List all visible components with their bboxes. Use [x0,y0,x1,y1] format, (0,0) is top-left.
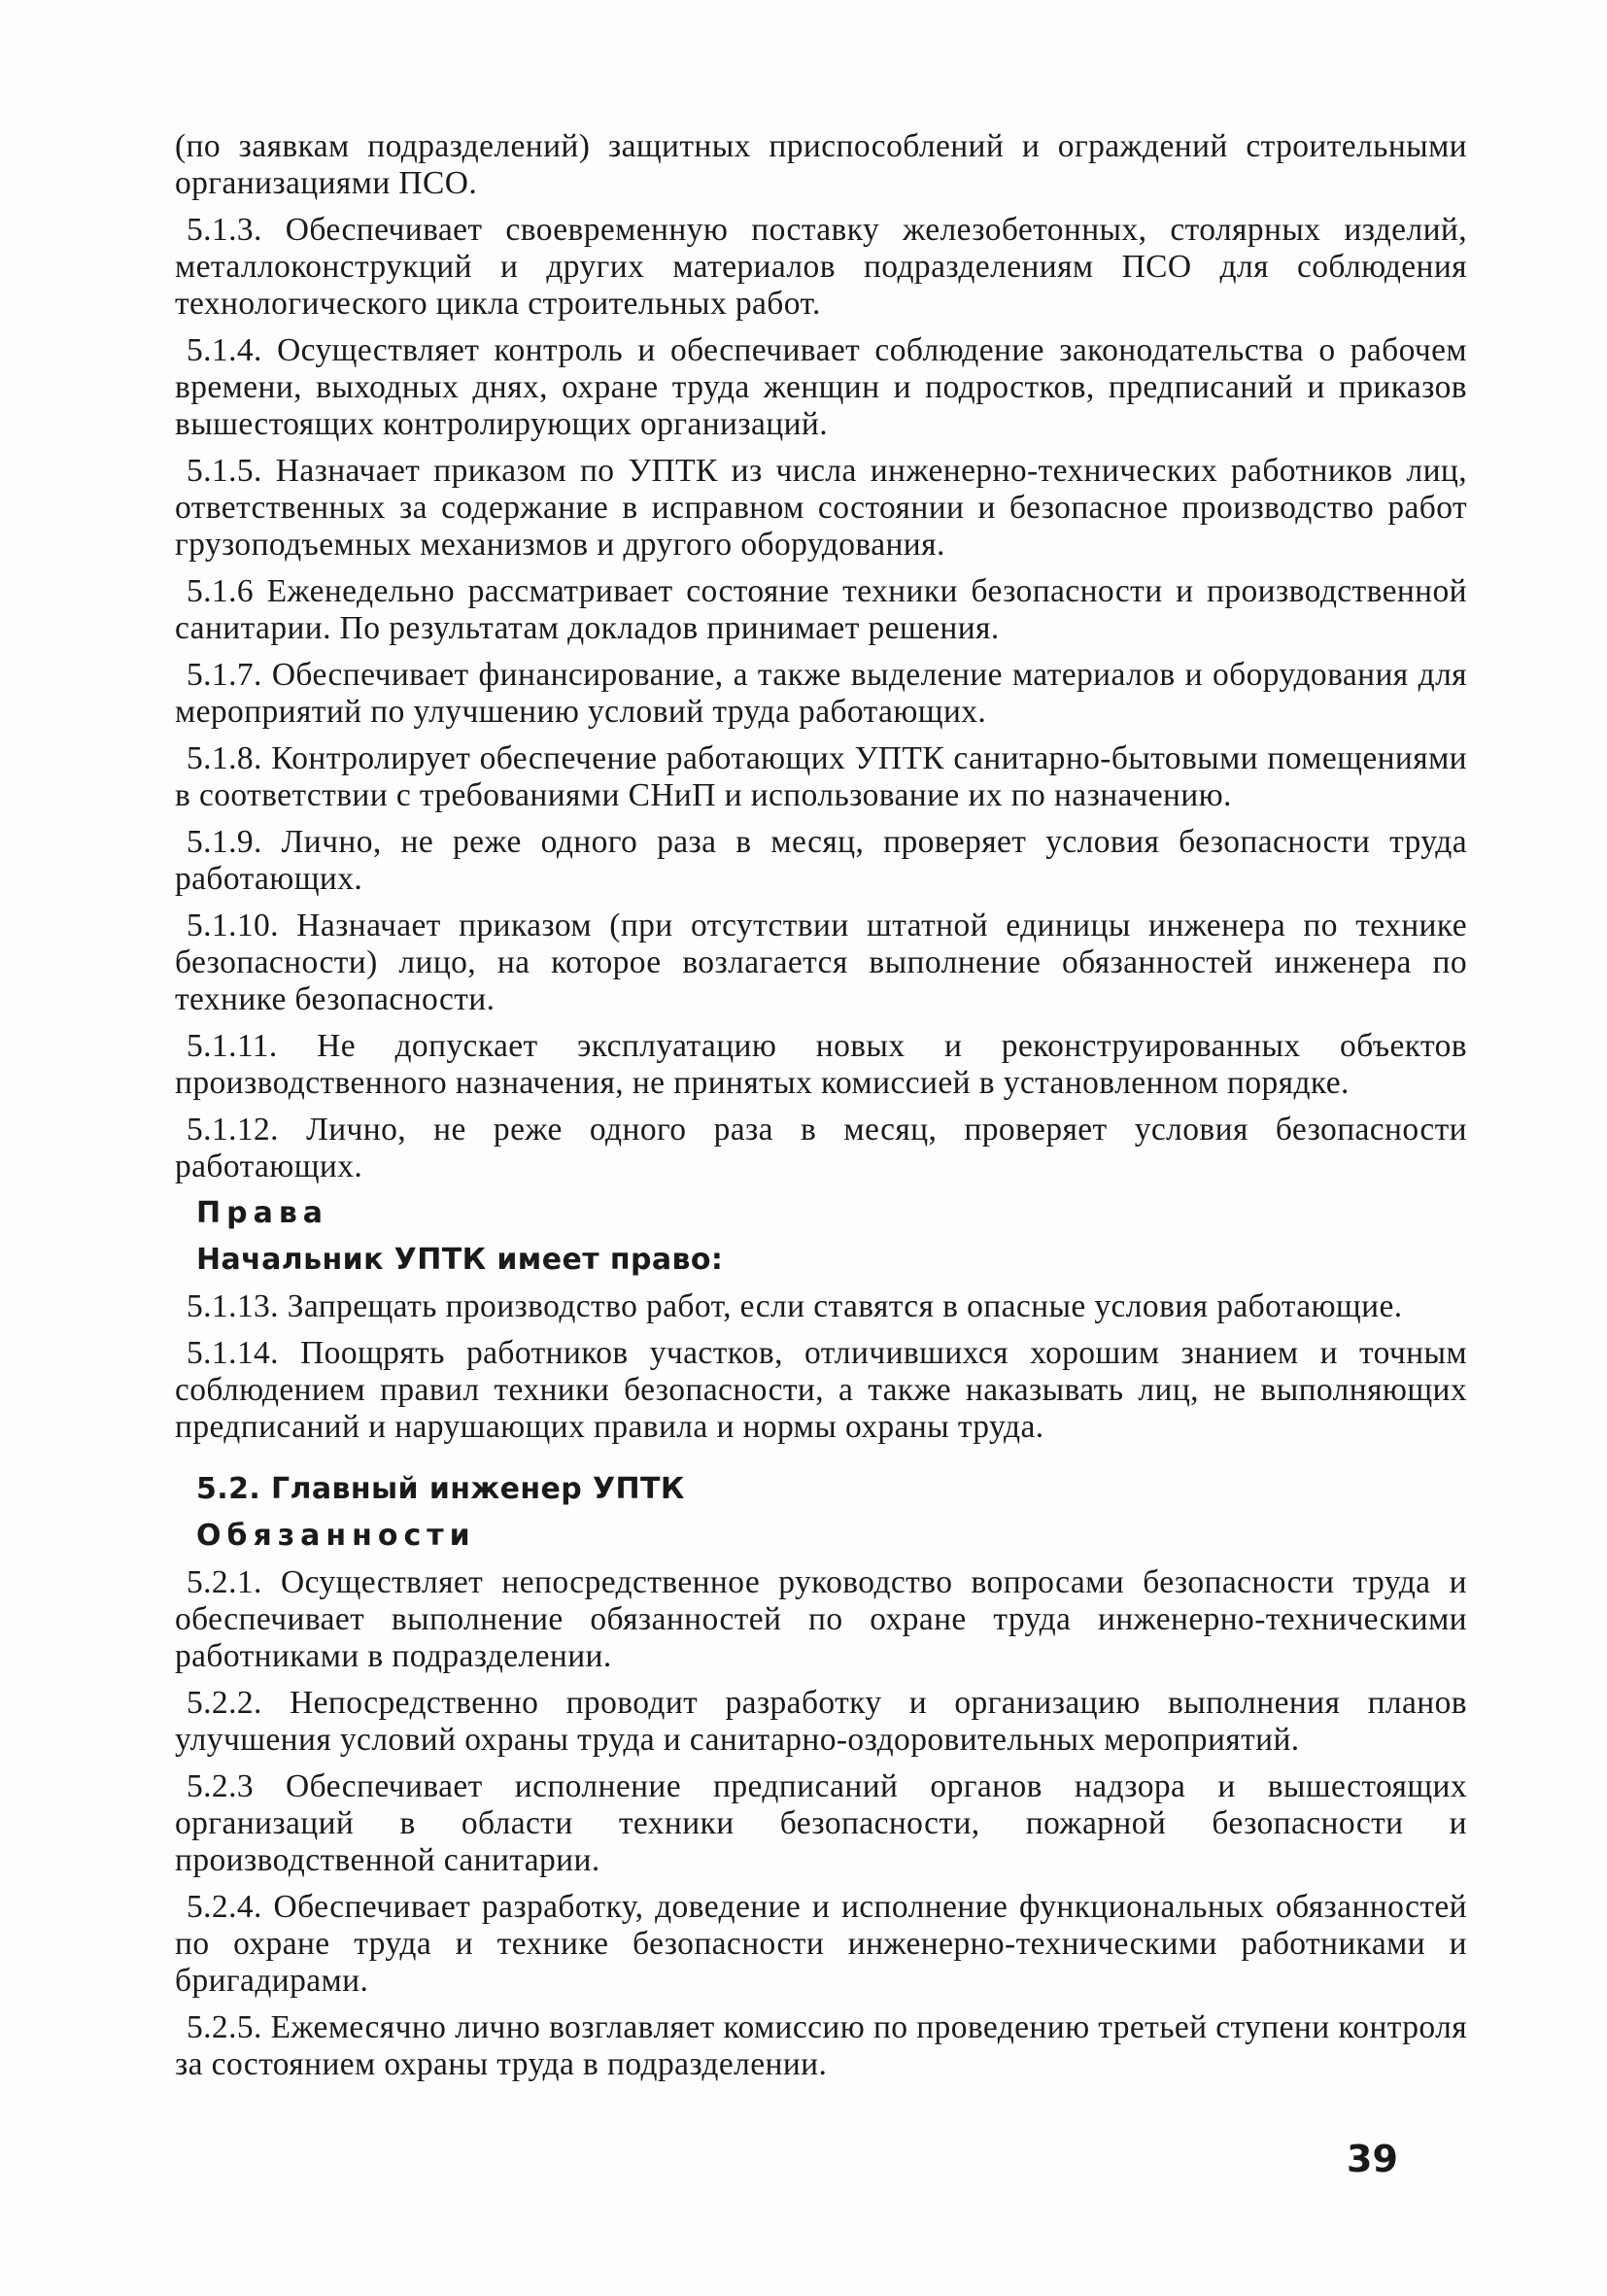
paragraph-text: Обеспечивает финансирование, а также выделение материалов и оборудования для мероприятий по улучшению условий труда работающих. [175,657,1467,730]
paragraph-number: 5.1.7. [187,657,262,693]
paragraph-number: 5.1.12. [187,1112,279,1148]
intro-continuation: (по заявкам подразделений) защитных приспособлений и ограждений строительными организациями ПСО. [175,128,1467,201]
numbered-paragraph [175,573,1467,647]
list-section-5-2-duties [175,1564,1467,2083]
paragraph-number: 5.2.3 [187,1768,254,1804]
paragraph-text: Лично, не реже одного раза в месяц, проверяет условия безопасности работающих. [175,1112,1468,1184]
paragraph-text: Еженедельно рассматривает состояние техники безопасности и производственной санитарии. По результатам докладов принимает решения. [175,573,1467,646]
numbered-paragraph [175,824,1467,898]
paragraph-text: Поощрять работников участков, отличившихся хорошим знанием и точным соблюдением правил техники безопасности, а также наказывать лиц, не выполняющих предписаний и нарушающих правила и нормы охраны труда. [175,1335,1467,1445]
numbered-paragraph [175,1335,1467,1446]
numbered-paragraph [175,1112,1467,1185]
numbered-paragraph [175,2009,1467,2083]
numbered-paragraph [175,1685,1467,1759]
paragraph-number: 5.1.5. [187,453,262,489]
paragraph-number: 5.2.2. [187,1685,262,1721]
paragraph-text: Не допускает эксплуатацию новых и реконструированных объектов производственного назначения, не принятых комиссией в установленном порядке. [175,1028,1467,1101]
paragraph-number: 5.1.4. [187,332,262,368]
numbered-paragraph [175,1028,1467,1102]
paragraph-text: Лично, не реже одного раза в месяц, проверяет условия безопасности труда работающих. [175,824,1467,897]
numbered-paragraph [175,1288,1467,1325]
paragraph-text: Обеспечивает разработку, доведение и исполнение функциональных обязанностей по охране труда и технике безопасности инженерно-техническими работниками и бригадирами. [175,1889,1467,1999]
numbered-paragraph [175,1768,1467,1879]
paragraph-text: Непосредственно проводит разработку и организацию выполнения планов улучшения условий охраны труда и санитарно-оздоровительных мероприятий. [175,1685,1467,1758]
page-number: 39 [1347,2138,1398,2180]
paragraph-number: 5.1.14. [187,1335,279,1371]
paragraph-text: Осуществляет контроль и обеспечивает соблюдение законодательства о рабочем времени, выходных днях, охране труда женщин и подростков, предписаний и приказов вышестоящих контролирующих организаций. [175,332,1467,442]
paragraph-number: 5.1.9. [187,824,262,860]
numbered-paragraph [175,1564,1467,1675]
list-section-5-1-duties [175,212,1467,1185]
paragraph-number: 5.1.11. [187,1028,278,1064]
numbered-paragraph [175,1889,1467,2000]
paragraph-number: 5.1.6 [187,573,254,609]
paragraph-text: Контролирует обеспечение работающих УПТК санитарно-бытовыми помещениями в соответствии с требованиями СНиП и использование их по назначению. [175,740,1467,813]
paragraph-text: Обеспечивает своевременную поставку железобетонных, столярных изделий, металлоконструкций и других материалов подразделениям ПСО для соблюдения технологического цикла строительных работ. [175,212,1468,322]
paragraph-text: Назначает приказом по УПТК из числа инженерно-технических работников лиц, ответственных за содержание в исправном состоянии и безопасное производство работ грузоподъемных механизмов и другого оборудования. [175,453,1468,563]
paragraph-text: Осуществляет непосредственное руководство вопросами безопасности труда и обеспечивает выполнение обязанностей по охране труда инженерно-техническими работниками в подразделении. [175,1564,1467,1674]
paragraph-text: Запрещать производство работ, если ставятся в опасные условия работающие. [287,1288,1403,1324]
section-heading: 5.2. Главный инженер УПТК [196,1472,685,1506]
numbered-paragraph [175,908,1467,1018]
paragraph-text: Назначает приказом (при отсутствии штатной единицы инженера по технике безопасности) лицо, на которое возлагается выполнение обязанностей инженера по технике безопасности. [175,908,1467,1017]
paragraph-number: 5.1.3. [187,212,262,248]
rights-subheading: Начальник УПТК имеет право: [196,1243,724,1277]
paragraph-number: 5.2.5. [187,2009,262,2045]
paragraph-text: Ежемесячно лично возглавляет комиссию по проведению третьей ступени контроля за состоянием охраны труда в подразделении. [175,2009,1468,2082]
paragraph-number: 5.2.1. [187,1564,262,1600]
duties-heading: Обязанности [196,1519,476,1553]
rights-heading: Права [196,1196,329,1230]
paragraph-number: 5.1.10. [187,908,279,943]
paragraph-text: Обеспечивает исполнение предписаний органов надзора и вышестоящих организаций в области техники безопасности, пожарной безопасности и производственной санитарии. [175,1768,1468,1878]
numbered-paragraph [175,453,1467,564]
paragraph-number: 5.2.4. [187,1889,262,1925]
list-section-5-1-rights [175,1288,1467,1446]
paragraph-number: 5.1.13. [187,1288,279,1324]
numbered-paragraph [175,212,1467,323]
numbered-paragraph [175,657,1467,731]
numbered-paragraph [175,740,1467,814]
paragraph-number: 5.1.8. [187,740,262,776]
numbered-paragraph [175,332,1467,443]
page-body [175,128,1467,2093]
